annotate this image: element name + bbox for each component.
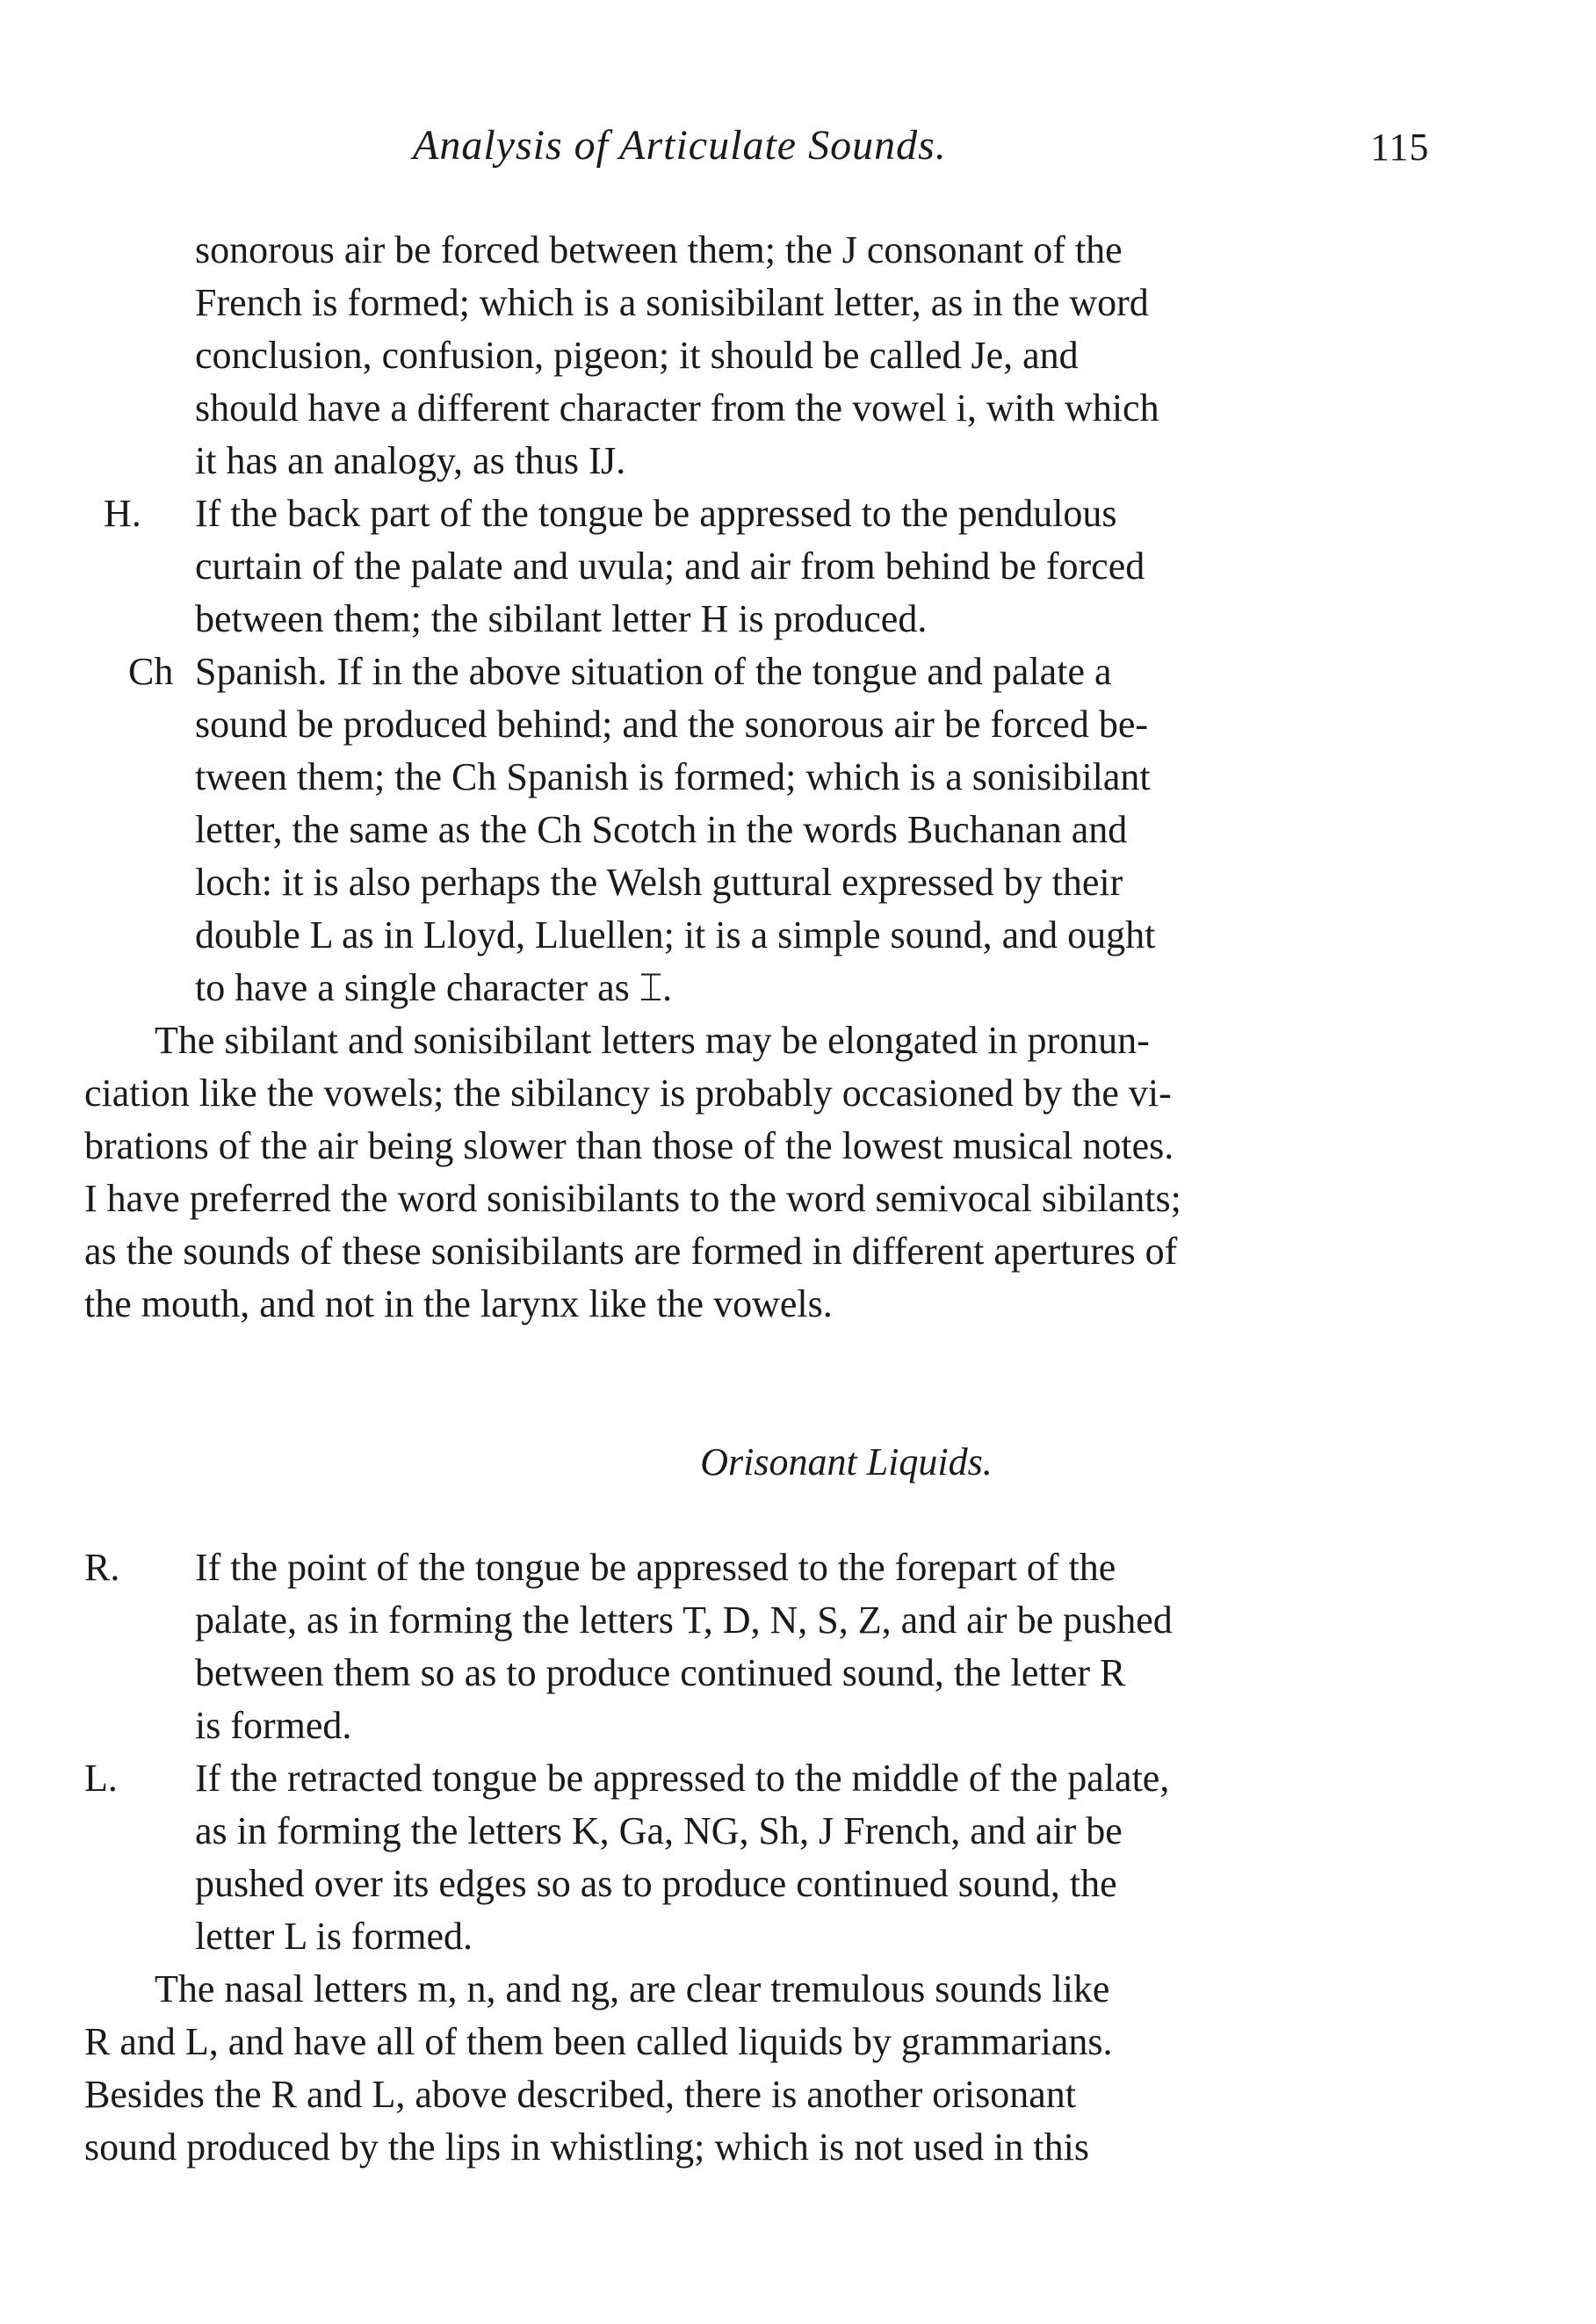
text-line: French is formed; which is a sonisibilant letter, as in the word xyxy=(195,281,1149,324)
text-line: loch: it is also perhaps the Welsh guttural expressed by their xyxy=(195,861,1123,904)
paragraph-nasal xyxy=(0,1963,1596,2174)
text-line: R and L, and have all of them been called liquids by grammarians. xyxy=(84,2020,1113,2063)
body-text xyxy=(0,224,1596,2174)
text-line: between them so as to produce continued sound, the letter R xyxy=(195,1651,1126,1694)
text-line: pushed over its edges so as to produce continued sound, the xyxy=(195,1862,1117,1905)
text-line: should have a different character from the vowel i, with which xyxy=(195,386,1159,429)
text-line: double L as in Lloyd, Lluellen; it is a simple sound, and ought xyxy=(195,913,1156,956)
entry-marker: Ch xyxy=(128,650,174,693)
text-line: The nasal letters m, n, and ng, are clear tremulous sounds like xyxy=(155,1967,1110,2010)
text-line: conclusion, confusion, pigeon; it should be called Je, and xyxy=(195,334,1079,377)
entry-l xyxy=(0,1752,1596,1963)
text-line: to have a single character as ⌶. xyxy=(195,966,673,1009)
text-line: sound be produced behind; and the sonorous air be forced be- xyxy=(195,703,1149,746)
text-line: If the back part of the tongue be appressed to the pendulous xyxy=(195,492,1117,535)
text-line: I have preferred the word sonisibilants to the word semivocal sibilants; xyxy=(84,1177,1181,1220)
entry-marker: L. xyxy=(84,1757,118,1800)
text-line: sound produced by the lips in whistling; which is not used in this xyxy=(84,2126,1089,2169)
entry-marker: H. xyxy=(104,492,141,535)
section-spacer xyxy=(0,1331,1596,1436)
text-line: Spanish. If in the above situation of the tongue and palate a xyxy=(195,650,1112,693)
text-line: palate, as in forming the letters T, D, N, S, Z, and air be pushed xyxy=(195,1599,1173,1642)
text-line: sonorous air be forced between them; the J consonant of the xyxy=(195,228,1123,271)
text-line: letter, the same as the Ch Scotch in the words Buchanan and xyxy=(195,808,1128,851)
text-line: ciation like the vowels; the sibilancy is probably occasioned by the vi- xyxy=(84,1072,1172,1115)
entry-marker: R. xyxy=(84,1546,120,1589)
text-line: as in forming the letters K, Ga, NG, Sh, J French, and air be xyxy=(195,1809,1123,1852)
text-line: is formed. xyxy=(195,1704,352,1747)
entry-ch-spanish xyxy=(0,646,1596,1014)
entry-r xyxy=(0,1541,1596,1752)
page-header xyxy=(0,121,1596,174)
page-number: 115 xyxy=(1370,126,1430,169)
text-line: Besides the R and L, above described, there is another orisonant xyxy=(84,2073,1077,2116)
text-line: The sibilant and sonisibilant letters may be elongated in pronun- xyxy=(155,1019,1150,1062)
entry-h xyxy=(0,487,1596,646)
text-line: tween them; the Ch Spanish is formed; which is a sonisibilant xyxy=(195,755,1151,798)
text-line: If the retracted tongue be appressed to the middle of the palate, xyxy=(195,1757,1170,1800)
text-line: it has an analogy, as thus Ĳ. xyxy=(195,439,626,482)
running-title: Analysis of Articulate Sounds. xyxy=(413,122,947,169)
text-line: brations of the air being slower than those of the lowest musical notes. xyxy=(84,1124,1174,1167)
section-title: Orisonant Liquids. xyxy=(700,1440,993,1483)
text-line: the mouth, and not in the larynx like the vowels. xyxy=(84,1282,833,1325)
text-line: between them; the sibilant letter H is produced. xyxy=(195,597,928,640)
text-line: as the sounds of these sonisibilants are formed in different apertures of xyxy=(84,1230,1178,1273)
text-line: curtain of the palate and uvula; and air from behind be forced xyxy=(195,545,1145,588)
text-line: letter L is formed. xyxy=(195,1915,473,1958)
text-line: If the point of the tongue be appressed to the forepart of the xyxy=(195,1546,1116,1589)
paragraph-sibilant xyxy=(0,1014,1596,1331)
j-consonant-continuation xyxy=(0,224,1596,487)
